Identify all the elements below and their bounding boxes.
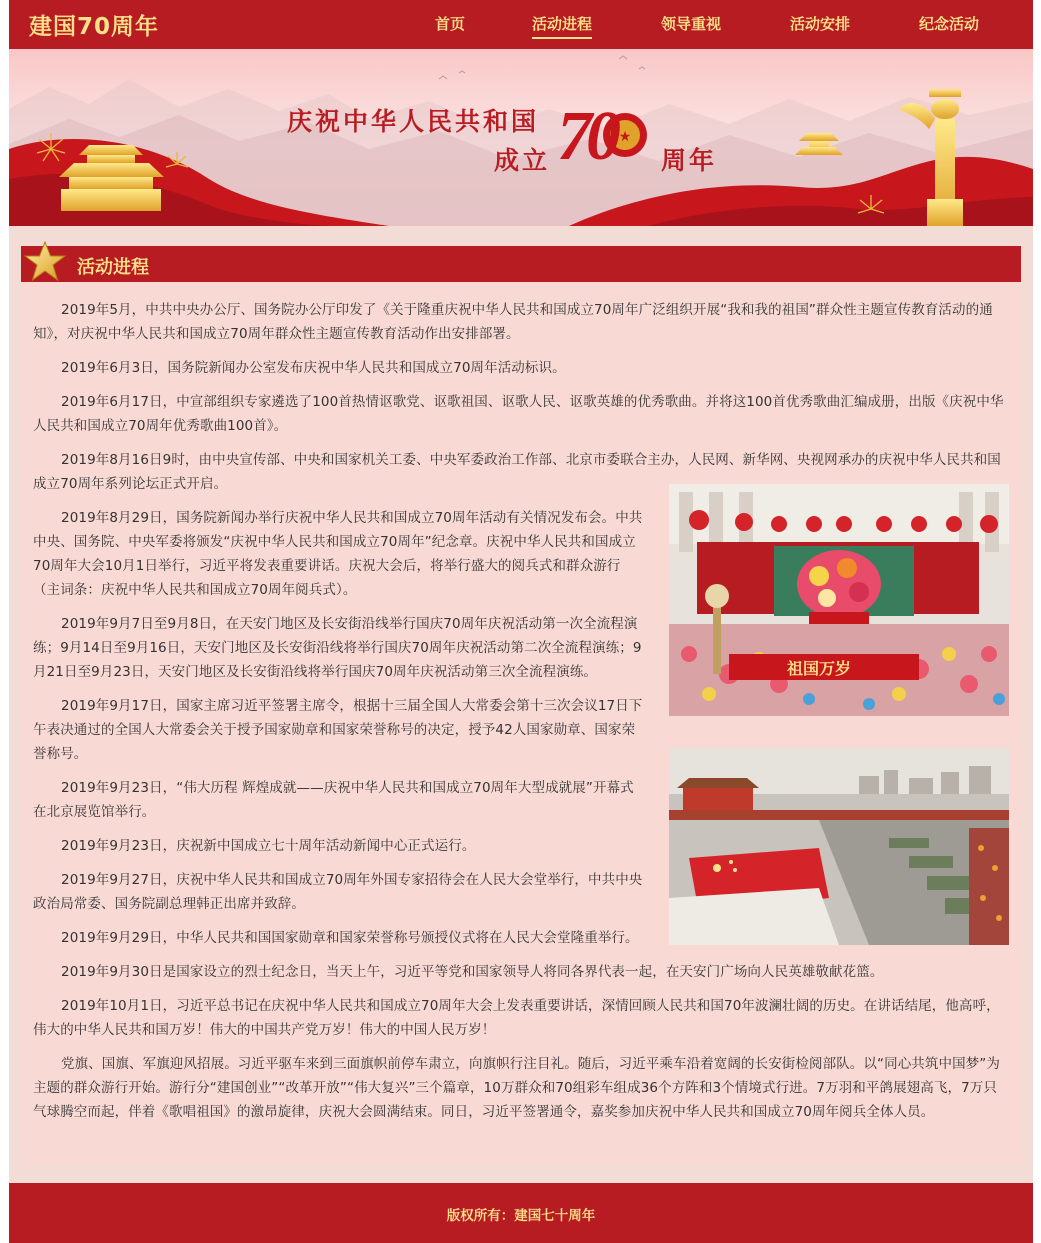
article-body [21, 282, 1021, 1164]
paragraph: 2019年8月16日9时，由中央宣传部、中央和国家机关工委、中央军委政治工作部、北京市委联合主办，人民网、新华网、央视网承办的庆祝中华人民共和国成立70周年系列论坛正式开启。 [33, 452, 1001, 492]
flower-basket-image [669, 484, 1009, 716]
nav-home[interactable]: 首页 [435, 15, 466, 33]
paragraph: 2019年9月7日至9月8日，在天安门地区及长安街沿线举行国庆70周年庆祝活动第一次全流程演练；9月14日至9月16日，天安门地区及长安街沿线将举行国庆70周年庆祝活动第二次全流程演练；9月21日至9月23日，天安门地区及长安街沿线将举行国庆70周年庆祝活动第三次全流程演练。 [33, 616, 642, 680]
photo-caption: 祖国万岁 [787, 659, 852, 678]
nav-schedule[interactable]: 活动安排 [790, 15, 851, 33]
paragraph: 2019年6月17日，中宣部组织专家遴选了100首热情讴歌党、讴歌祖国、讴歌人民、讴歌英雄的优秀歌曲。并将这100首优秀歌曲汇编成册，出版《庆祝中华人民共和国成立70周年优秀歌曲100首》。 [33, 394, 1004, 434]
banner-title-line2: 成立 [494, 146, 551, 175]
nav-memorial[interactable]: 纪念活动 [919, 15, 980, 33]
paragraph: 2019年9月29日，中华人民共和国国家勋章和国家荣誉称号颁授仪式将在人民大会堂隆重举行。 [61, 930, 639, 946]
paragraph: 2019年9月23日，庆祝新中国成立七十周年活动新闻中心正式运行。 [61, 838, 476, 854]
parade-photo [669, 748, 1009, 945]
page [9, 0, 1033, 1243]
nav-leadership[interactable]: 领导重视 [661, 15, 722, 33]
banner-title-line1: 庆祝中华人民共和国 [287, 107, 540, 136]
paragraph: 2019年8月29日，国务院新闻办举行庆祝中华人民共和国成立70周年活动有关情况发布会。中共中央、国务院、中央军委将颁发“庆祝中华人民共和国成立70周年”纪念章。庆祝中华人民共和国成立70周年大会10月1日举行，习近平将发表重要讲话。庆祝大会后，将举行盛大的阅兵式和群众游行（主词条：庆祝中华人民共和国成立70周年阅兵式）。 [33, 510, 643, 598]
star-icon [23, 240, 67, 284]
paragraph: 2019年9月27日，庆祝中华人民共和国成立70周年外国专家招待会在人民大会堂举行，中共中央政治局常委、国务院副总理韩正出席并致辞。 [33, 872, 643, 912]
top-nav [9, 0, 1033, 49]
footer [9, 1183, 1033, 1243]
paragraph: 2019年10月1日，习近平总书记在庆祝中华人民共和国成立70周年大会上发表重要讲话，深情回顾人民共和国70年波澜壮阔的历史。在讲话结尾，他高呼，伟大的中华人民共和国万岁！伟大的中国共产党万岁！伟大的中国人民万岁！ [33, 998, 1000, 1038]
nav-activity-progress[interactable]: 活动进程 [532, 13, 592, 39]
hero-banner [9, 49, 1033, 226]
paragraph: 2019年5月，中共中央办公厅、国务院办公厅印发了《关于隆重庆祝中华人民共和国成立70周年广泛组织开展“我和我的祖国”群众性主题宣传教育活动的通知》，对庆祝中华人民共和国成立70周年群众性主题宣传教育活动作出安排部署。 [33, 302, 993, 342]
banner-number: 70 [557, 98, 615, 175]
paragraph: 2019年9月23日，“伟大历程 辉煌成就——庆祝中华人民共和国成立70周年大型成就展”开幕式在北京展览馆举行。 [33, 780, 634, 820]
celebration-photo [669, 484, 1009, 716]
parade-aerial-image [669, 748, 1009, 945]
svg-text:★: ★ [618, 129, 632, 145]
banner-title-line3: 周年 [661, 146, 718, 175]
section-header [21, 246, 1021, 282]
site-logo[interactable]: 建国70周年 [29, 14, 160, 40]
section-title: 活动进程 [77, 257, 149, 278]
paragraph: 2019年6月3日，国务院新闻办公室发布庆祝中华人民共和国成立70周年活动标识。 [61, 360, 566, 376]
main-content [9, 226, 1033, 1183]
copyright-text: 版权所有：建国七十周年 [446, 1208, 596, 1224]
paragraph: 2019年9月30日是国家设立的烈士纪念日，当天上午，习近平等党和国家领导人将同各界代表一起，在天安门广场向人民英雄敬献花篮。 [61, 964, 884, 980]
paragraph: 2019年9月17日，国家主席习近平签署主席令，根据十三届全国人大常委会第十三次会议17日下午表决通过的全国人大常委会关于授予国家勋章和国家荣誉称号的决定，授予42人国家勋章、国家荣誉称号。 [33, 698, 643, 762]
paragraph: 党旗、国旗、军旗迎风招展。习近平驱车来到三面旗帜前停车肃立，向旗帜行注目礼。随后，习近平乘车沿着宽阔的长安街检阅部队。以“同心共筑中国梦”为主题的群众游行开始。游行分“建国创业”“改革开放”“伟大复兴”三个篇章，10万群众和70组彩车组成36个方阵和3个情境式行进。7万羽和平鸽展翅高飞，7万只气球腾空而起，伴着《歌唱祖国》的激昂旋律，庆祝大会圆满结束。同日，习近平签署通令，嘉奖参加庆祝中华人民共和国成立70周年阅兵全体人员。 [33, 1056, 1000, 1120]
